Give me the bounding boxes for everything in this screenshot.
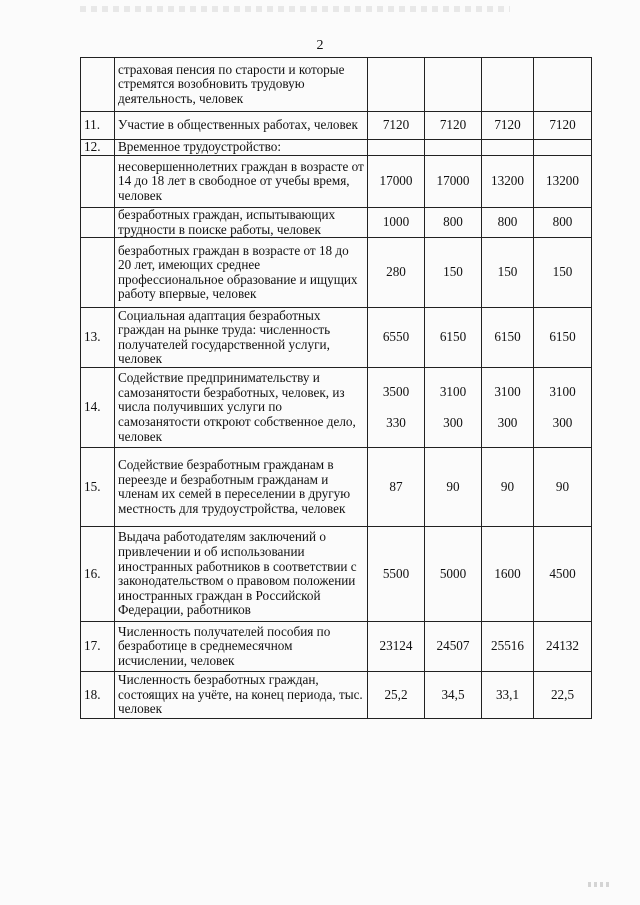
value-cell — [368, 58, 425, 112]
value-cell: 150 — [534, 238, 592, 308]
value-cell: 6150 — [534, 308, 592, 368]
value-cell: 4500 — [534, 527, 592, 622]
value-cell — [425, 140, 482, 156]
value-cell — [534, 58, 592, 112]
table-row — [81, 112, 592, 140]
row-description: безработных граждан, испытывающих трудности в поиске работы, человек — [115, 208, 368, 238]
value-cell: 7120 — [425, 112, 482, 140]
value-cell: 800 — [482, 208, 534, 238]
value-cell: 17000 — [425, 156, 482, 208]
value-cell: 1600 — [482, 527, 534, 622]
value-cell: 6150 — [482, 308, 534, 368]
indicators-table — [80, 57, 592, 719]
table-row — [81, 208, 592, 238]
value-cell: 280 — [368, 238, 425, 308]
row-description: Социальная адаптация безработных граждан на рынке труда: численность получателей государственной услуги, человек — [115, 308, 368, 368]
value-cell — [534, 140, 592, 156]
value-cell: 33,1 — [482, 672, 534, 719]
table-row — [81, 238, 592, 308]
page-number: 2 — [316, 38, 324, 53]
value-cell — [482, 140, 534, 156]
value-cell: 90 — [482, 448, 534, 527]
value-primary: 3100 — [549, 383, 576, 399]
table-row — [81, 58, 592, 112]
row-number: 17. — [81, 622, 115, 672]
value-cell: 24132 — [534, 622, 592, 672]
value-cell — [534, 368, 592, 448]
value-cell — [425, 58, 482, 112]
value-cell: 87 — [368, 448, 425, 527]
row-number: 11. — [81, 112, 115, 140]
value-cell — [368, 140, 425, 156]
value-cell: 1000 — [368, 208, 425, 238]
row-number — [81, 58, 115, 112]
value-cell: 150 — [425, 238, 482, 308]
value-secondary: 300 — [552, 415, 573, 431]
value-secondary: 330 — [386, 415, 406, 431]
value-cell: 24507 — [425, 622, 482, 672]
table-row — [81, 368, 592, 448]
value-cell: 800 — [425, 208, 482, 238]
row-description: Численность получателей пособия по безработице в среднемесячном исчислении, человек — [115, 622, 368, 672]
value-cell: 25,2 — [368, 672, 425, 719]
row-number — [81, 156, 115, 208]
value-cell: 7120 — [368, 112, 425, 140]
value-cell: 25516 — [482, 622, 534, 672]
value-cell: 17000 — [368, 156, 425, 208]
value-cell: 34,5 — [425, 672, 482, 719]
value-primary: 3100 — [494, 383, 521, 399]
table-row — [81, 156, 592, 208]
row-number: 16. — [81, 527, 115, 622]
value-cell: 800 — [534, 208, 592, 238]
value-primary: 3100 — [439, 383, 467, 399]
value-cell: 90 — [425, 448, 482, 527]
value-secondary: 300 — [443, 415, 463, 431]
row-description: Временное трудоустройство: — [115, 140, 368, 156]
table-row — [81, 527, 592, 622]
row-number: 14. — [81, 368, 115, 448]
value-cell: 23124 — [368, 622, 425, 672]
value-cell: 6150 — [425, 308, 482, 368]
table-row — [81, 140, 592, 156]
scan-header-noise — [80, 6, 510, 12]
value-secondary: 300 — [497, 415, 518, 431]
value-cell: 13200 — [482, 156, 534, 208]
value-cell: 13200 — [534, 156, 592, 208]
value-cell: 22,5 — [534, 672, 592, 719]
row-description: Содействие предпринимательству и самозанятости безработных, человек, из числа получивших услуги по самозанятости откроют собственное дело, человек — [115, 368, 368, 448]
row-number: 18. — [81, 672, 115, 719]
row-description: страховая пенсия по старости и которые стремятся возобновить трудовую деятельность, человек — [115, 58, 368, 112]
value-cell: 5000 — [425, 527, 482, 622]
value-cell: 90 — [534, 448, 592, 527]
row-number: 15. — [81, 448, 115, 527]
value-cell — [425, 368, 482, 448]
table-row — [81, 672, 592, 719]
row-description: безработных граждан в возрасте от 18 до 20 лет, имеющих среднее профессиональное образование и ищущих работу впервые, человек — [115, 238, 368, 308]
value-cell: 6550 — [368, 308, 425, 368]
value-cell — [368, 368, 425, 448]
value-cell: 5500 — [368, 527, 425, 622]
table-row — [81, 622, 592, 672]
scan-corner-mark — [588, 882, 610, 887]
table-row — [81, 448, 592, 527]
row-description: несовершеннолетних граждан в возрасте от 14 до 18 лет в свободное от учебы время, человек — [115, 156, 368, 208]
table-row — [81, 308, 592, 368]
row-description: Содействие безработным гражданам в переезде и безработным гражданам и членам их семей в переселении в другую местность для трудоустройства, человек — [115, 448, 368, 527]
row-number: 13. — [81, 308, 115, 368]
row-description: Участие в общественных работах, человек — [115, 112, 368, 140]
row-description: Численность безработных граждан, состоящих на учёте, на конец периода, тыс. человек — [115, 672, 368, 719]
row-number — [81, 238, 115, 308]
value-cell — [482, 58, 534, 112]
row-description: Выдача работодателям заключений о привлечении и об использовании иностранных работников в соответствии с законодательством о правовом положении иностранных граждан в Российской Федерации, работников — [115, 527, 368, 622]
value-cell: 7120 — [482, 112, 534, 140]
row-number: 12. — [81, 140, 115, 156]
value-cell: 7120 — [534, 112, 592, 140]
value-cell: 150 — [482, 238, 534, 308]
row-number — [81, 208, 115, 238]
value-primary: 3500 — [382, 383, 410, 399]
value-cell — [482, 368, 534, 448]
